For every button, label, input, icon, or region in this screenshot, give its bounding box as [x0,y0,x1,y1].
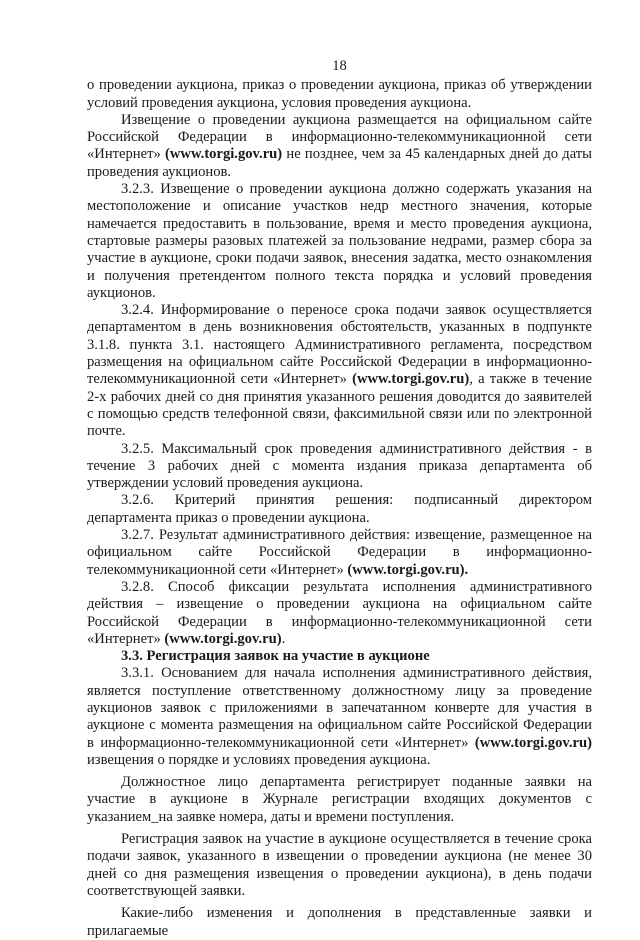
page-number: 18 [332,58,347,74]
paragraph-notice-publication [87,112,592,181]
website-link-text: (www.torgi.gov.ru) [474,734,592,751]
document-page [87,58,592,940]
text-run: . [281,630,286,647]
paragraph-continuation: о проведении аукциона, приказ о проведении аукциона, приказ об утверждении условий проведения аукциона, условия проведения аукциона. [87,77,592,111]
paragraph-3-2-5: 3.2.5. Максимальный срок проведения административного действия - в течение 3 рабочих дней с момента издания приказа департамента об утверждении условий проведения аукциона. [87,440,592,492]
text-run: , а также в течение 2-х рабочих дней со дня принятия указанного решения доводится до заявителей с помощью средств телефонной связи, факсимильной связи или по электронной почте. [87,371,592,440]
website-link-text: (www.torgi.gov.ru) [352,371,470,388]
text-run: Извещение о проведении аукциона размещается на официальном сайте Российской Федерации в информационно-телекоммуникационной сети «Интернет» [87,111,592,163]
paragraph-3-2-4 [87,302,592,440]
text-run: 3.2.4. Информирование о переносе срока подачи заявок осуществляется департаментом в день возникновения обстоятельств, указанных в подпункте 3.1.8. пункта 3.1. настоящего Административного регламента, посредством размещения на официальном сайте Российской Федерации в информационно-телекоммуникационной сети «Интернет» [87,302,592,388]
paragraph-3-2-6: 3.2.6. Критерий принятия решения: подписанный директором департамента приказ о проведении аукциона. [87,492,592,526]
website-link-text: (www.torgi.gov.ru) [165,146,283,163]
paragraph-3-2-3: 3.2.3. Извещение о проведении аукциона должно содержать указания на местоположение и описание участков недр местного значения, которые намечается предоставить в пользование, время и место проведения аукциона, стартовые размеры разовых платежей за пользование недрами, размер сбора за участие в аукционе, сроки подачи заявок, внесения задатка, место ознакомления и получения претендентом полного текста порядка и условий проведения аукционов. [87,181,592,301]
text-run: 3.2.8. Способ фиксации результата исполнения административного действия – извещение о проведении аукциона на официальном сайте Российской Федерации в информационно-телекоммуникационной сети «Интернет» [87,578,592,647]
text-run: 3.2.7. Результат административного действия: извещение, размещенное на официальном сайте Российской Федерации в информационно-телекоммуникационной сети «Интернет» [87,527,592,578]
website-link-text: (www.torgi.gov.ru). [347,561,469,578]
paragraph-3-2-7 [87,527,592,579]
paragraph-changes: Какие-либо изменения и дополнения в представленные заявки и прилагаемые [87,905,592,939]
section-heading-3-3: 3.3. Регистрация заявок на участие в аукционе [121,648,430,665]
paragraph-3-2-8 [87,579,592,648]
paragraph-registration-period: Регистрация заявок на участие в аукционе осуществляется в течение срока подачи заявок, указанного в извещении о проведении аукциона (не менее 30 дней со дня размещения извещения о проведении аукциона), в день подачи соответствующей заявки. [87,831,592,899]
text-run: извещения о порядке и условиях проведения аукциона. [87,751,431,768]
paragraph-registration-journal: Должностное лицо департамента регистрирует поданные заявки на участие в аукционе в Журнале регистрации входящих документов с указанием_на заявке номера, даты и времени поступления. [87,774,592,825]
text-run: 3.3.1. Основанием для начала исполнения административного действия, является поступление ответственному должностному лицу за проведение аукционов заявок с приложениями в запечатанном конверте для участия в аукционе с момента размещения на официальном сайте Российской Федерации в информационно-телекоммуникационной сети «Интернет» [87,665,592,751]
text-run: не позднее, чем за 45 календарных дней до даты проведения аукционов. [87,146,592,180]
website-link-text: (www.torgi.gov.ru) [164,630,282,647]
paragraph-3-3-1 [87,665,592,769]
